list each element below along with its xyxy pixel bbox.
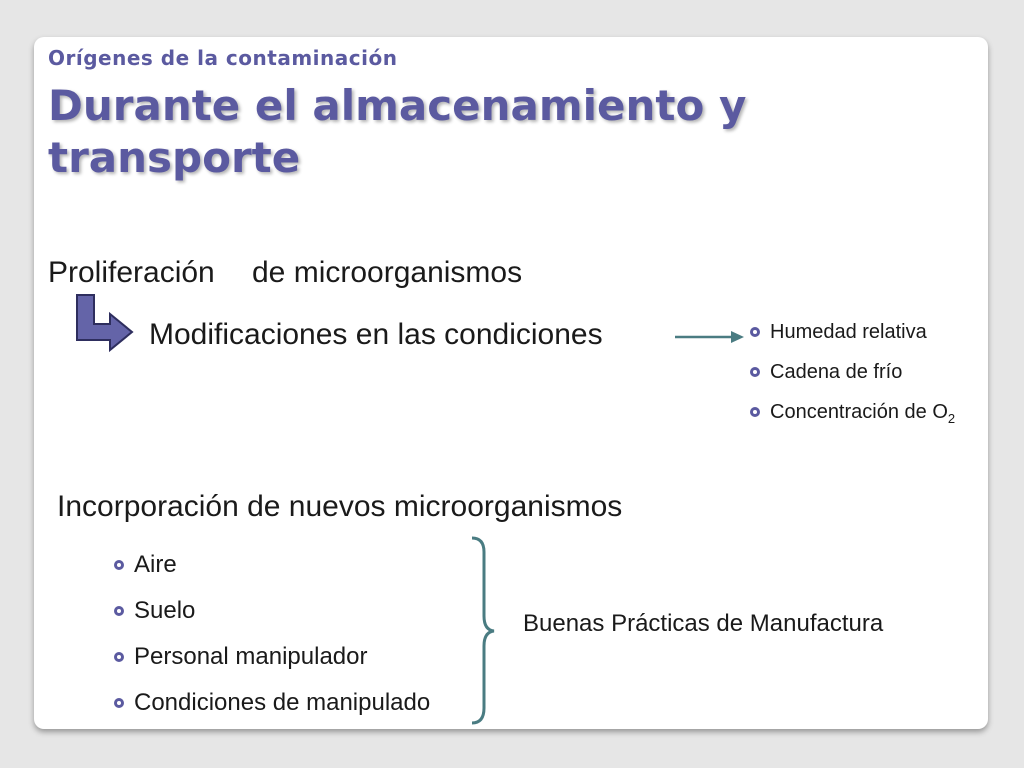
bullet-icon [750, 327, 760, 337]
list-item [750, 321, 955, 361]
source-label: Condiciones de manipulado [134, 689, 431, 716]
proliferation-heading-part1: Proliferación [48, 256, 215, 289]
connector-arrow-icon [675, 330, 745, 344]
sources-list [114, 552, 430, 736]
condition-label: Humedad relativa [770, 321, 927, 343]
condition-subscript: 2 [947, 411, 956, 426]
bullet-icon [750, 407, 760, 417]
bullet-icon [114, 606, 124, 616]
slide-supertitle: Orígenes de la contaminación [48, 46, 398, 70]
bullet-icon [114, 652, 124, 662]
list-item [750, 401, 955, 441]
list-item [114, 690, 430, 736]
source-label: Aire [134, 551, 177, 578]
modifications-text: Modificaciones en las condiciones [149, 318, 603, 351]
source-label: Suelo [134, 597, 196, 624]
bullet-icon [750, 367, 760, 377]
bent-arrow-icon [76, 294, 136, 354]
list-item [750, 361, 955, 401]
practices-text: Buenas Prácticas de Manufactura [523, 610, 884, 637]
bullet-icon [114, 698, 124, 708]
list-item [114, 552, 430, 598]
slide-title: Durante el almacenamiento y transporte [48, 81, 747, 182]
conditions-list [750, 321, 955, 441]
incorporation-heading: Incorporación de nuevos microorganismos [57, 490, 623, 523]
bullet-icon [114, 560, 124, 570]
list-item [114, 598, 430, 644]
brace-icon [466, 536, 496, 726]
source-label: Personal manipulador [134, 643, 368, 670]
condition-label: Cadena de frío [770, 361, 903, 383]
proliferation-heading-part2: de microorganismos [252, 256, 523, 289]
condition-label: Concentración de O [770, 401, 948, 423]
list-item [114, 644, 430, 690]
